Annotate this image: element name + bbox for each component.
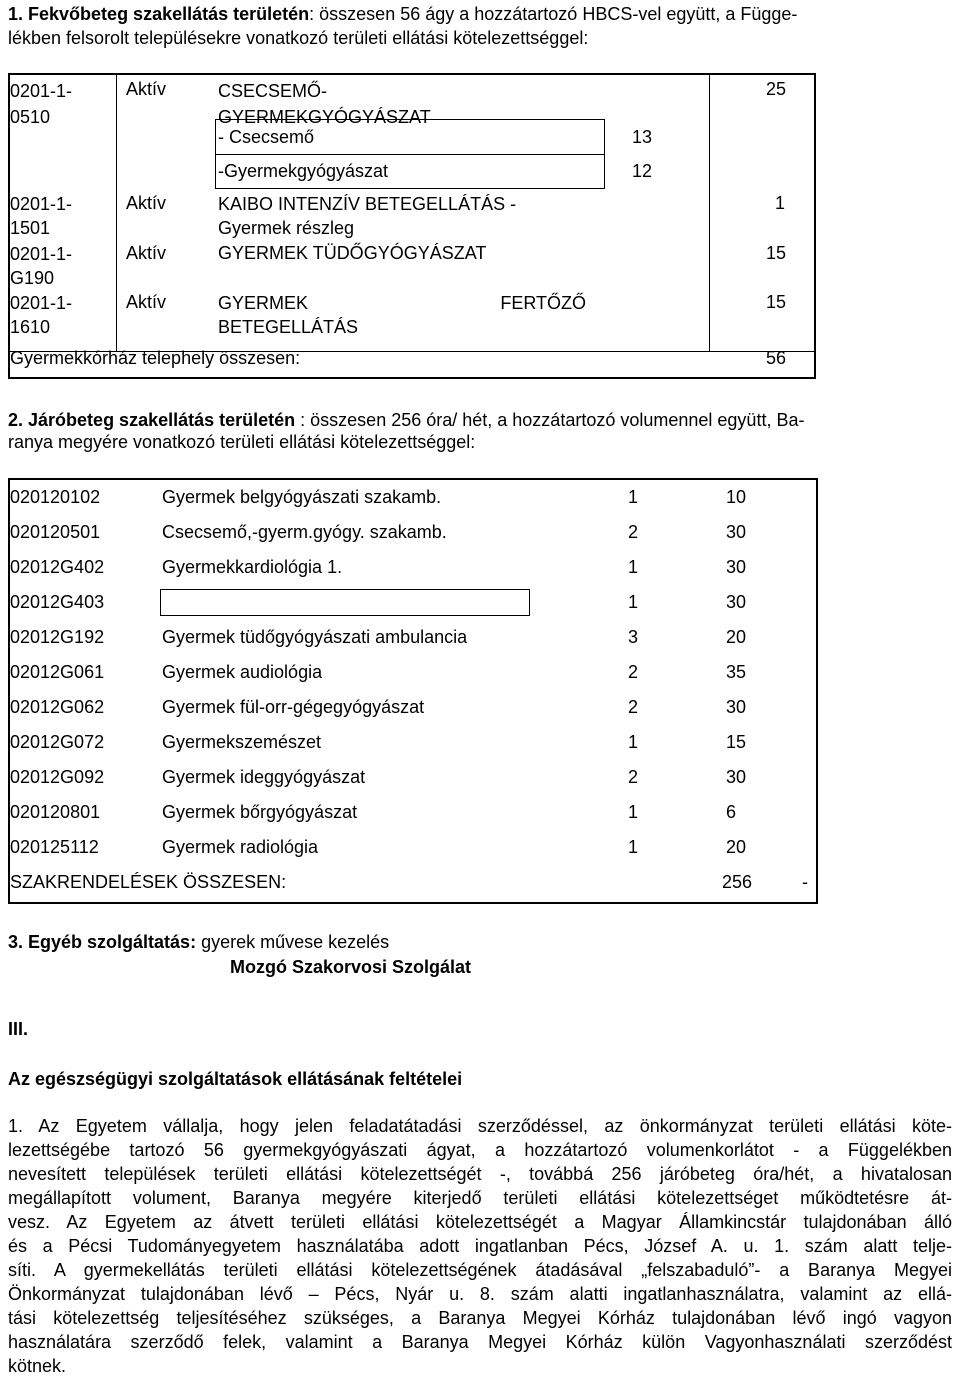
table-row bbox=[10, 585, 816, 620]
row-name: Gyermek ideggyógyászat bbox=[162, 767, 366, 787]
inpatient-total-value: 56 bbox=[766, 348, 787, 368]
ward-name bbox=[218, 78, 431, 130]
chapter-title: Az egészségügyi szolgáltatások ellátásának feltételei bbox=[8, 1069, 463, 1089]
body-paragraph bbox=[8, 1114, 952, 1378]
ward-code-line1: 0201-1- bbox=[10, 81, 73, 101]
table-row bbox=[10, 480, 816, 515]
ward-code bbox=[10, 291, 72, 339]
paragraph-line: Önkormányzat tulajdonában lévő – Pécs, Nyár u. 8. szám alatti ingatlanhasználatra, valamint az ellá- bbox=[8, 1284, 952, 1304]
table-row-total bbox=[10, 865, 816, 900]
row-name: Gyermek belgyógyászati szakamb. bbox=[162, 487, 442, 507]
paragraph-line: kötnek. bbox=[8, 1356, 67, 1376]
sub-value: 13 bbox=[632, 127, 653, 147]
ward-code bbox=[10, 242, 72, 290]
section2-text1: : összesen 256 óra/ hét, a hozzátartozó volumennel együtt, Ba- bbox=[295, 410, 805, 430]
row-hours: 15 bbox=[726, 732, 747, 752]
ward-name-line1: KAIBO INTENZÍV BETEGELLÁTÁS - bbox=[218, 194, 517, 214]
row-divider bbox=[215, 154, 605, 155]
row-name: Csecsemő,-gyerm.gyógy. szakamb. bbox=[162, 522, 447, 542]
ward-code bbox=[10, 78, 72, 130]
ward-name-line2: GYERMEKGYÓGYÁSZAT bbox=[218, 107, 431, 127]
paragraph-line: lezettségébe tartozó 56 gyermekgyógyászati ágyat, a hozzátartozó volumenkorlátot - a Függelékben bbox=[8, 1140, 952, 1160]
section2-num: 2. bbox=[8, 410, 24, 430]
outpatient-total-value: 256 bbox=[722, 872, 753, 892]
table-row bbox=[10, 830, 816, 865]
section1-line2: lékben felsorolt településekre vonatkozó területi ellátási kötelezettséggel: bbox=[8, 28, 589, 48]
row-hours: 10 bbox=[726, 487, 747, 507]
col-divider bbox=[709, 75, 710, 351]
row-code: 02012G062 bbox=[10, 697, 105, 717]
row-hours: 20 bbox=[726, 837, 747, 857]
row-hours: 30 bbox=[726, 522, 747, 542]
table-row bbox=[10, 550, 816, 585]
row-hours: 35 bbox=[726, 662, 747, 682]
row-code: 02012G092 bbox=[10, 767, 105, 787]
section3 bbox=[8, 931, 389, 953]
row-code: 02012G061 bbox=[10, 662, 105, 682]
section1-num: 1. bbox=[8, 4, 24, 24]
chapter-number: III. bbox=[8, 1019, 29, 1039]
paragraph-line: tási kötelezettség teljesítéséhez szükséges, a Baranya Megyei Kórház tulajdonában lévő ingó vagyon bbox=[8, 1308, 952, 1328]
ward-beds: 25 bbox=[766, 79, 787, 99]
section2-line2: ranya megyére vonatkozó területi ellátási kötelezettséggel: bbox=[8, 432, 476, 452]
inpatient-table bbox=[8, 73, 816, 379]
row-hours: 30 bbox=[726, 592, 747, 612]
outpatient-total-label: SZAKRENDELÉSEK ÖSSZESEN: bbox=[10, 872, 287, 892]
row-count: 2 bbox=[627, 697, 638, 717]
row-count: 1 bbox=[627, 557, 638, 577]
row-count: 1 bbox=[627, 732, 638, 752]
sub-label: -Gyermekgyógyászat bbox=[218, 161, 389, 181]
ward-name-line2: BETEGELLÁTÁS bbox=[218, 317, 359, 337]
table-row bbox=[10, 655, 816, 690]
row-code: 020120801 bbox=[10, 802, 101, 822]
row-code: 020120501 bbox=[10, 522, 101, 542]
row-code: 02012G192 bbox=[10, 627, 105, 647]
outpatient-total-dash: - bbox=[802, 872, 808, 892]
section2-line1 bbox=[8, 409, 952, 431]
row-code: 02012G072 bbox=[10, 732, 105, 752]
col-divider bbox=[116, 75, 117, 351]
ward-code-line1: 0201-1- bbox=[10, 194, 73, 214]
section3-heading: 3. Egyéb szolgáltatás: bbox=[8, 932, 197, 952]
row-count: 3 bbox=[627, 627, 638, 647]
ward-code-line2: G190 bbox=[10, 268, 55, 288]
row-count: 2 bbox=[627, 522, 638, 542]
row-name: Gyermek tüdőgyógyászati ambulancia bbox=[162, 627, 468, 647]
section1-line1 bbox=[8, 3, 952, 25]
ward-code-line2: 1610 bbox=[10, 317, 51, 337]
ward-code-line1: 0201-1- bbox=[10, 293, 73, 313]
ward-code-line2: 1501 bbox=[10, 218, 51, 238]
paragraph-line: használatára szerződő felek, valamint a Baranya Megyei Kórház külön Vagyonhasználati szerződést bbox=[8, 1332, 952, 1352]
ward-status: Aktív bbox=[126, 243, 167, 263]
row-hours: 30 bbox=[726, 697, 747, 717]
ward-name bbox=[218, 291, 586, 339]
paragraph-line: és a Pécsi Tudományegyetem használatába adott ingatlanban Pécs, József A. u. 1. szám alatt telje- bbox=[8, 1236, 952, 1256]
row-name: Gyermekkardiológia 1. bbox=[162, 557, 343, 577]
sub-value: 12 bbox=[632, 161, 653, 181]
section1-intro bbox=[8, 3, 952, 49]
section1-heading: Fekvőbeteg szakellátás területén bbox=[28, 4, 310, 24]
section2-heading: Járóbeteg szakellátás területén bbox=[28, 410, 296, 430]
ward-beds: 15 bbox=[766, 243, 787, 263]
ward-name-line2: Gyermek részleg bbox=[218, 218, 355, 238]
section3-line2: Mozgó Szakorvosi Szolgálat bbox=[230, 957, 472, 977]
table-row bbox=[10, 795, 816, 830]
table-row bbox=[10, 725, 816, 760]
ward-code-line1: 0201-1- bbox=[10, 244, 73, 264]
row-divider bbox=[215, 188, 605, 189]
ward-name-word: GYERMEK bbox=[218, 293, 309, 313]
section2-intro bbox=[8, 409, 952, 453]
paragraph-line: nevesített települések területi ellátási kötelezettségét -, továbbá 256 járóbeteg óra/hét, a hivatalosan bbox=[8, 1164, 952, 1184]
row-hours: 6 bbox=[726, 802, 737, 822]
table-row bbox=[10, 620, 816, 655]
row-hours: 30 bbox=[726, 767, 747, 787]
paragraph-line: 1. Az Egyetem vállalja, hogy jelen feladatátadási szerződéssel, az önkormányzat területi ellátási köte- bbox=[8, 1116, 952, 1136]
table-row bbox=[10, 515, 816, 550]
paragraph-line: vesz. Az Egyetem az átvett területi ellátási kötelezettségét a Magyar Államkincstár tulajdonában álló bbox=[8, 1212, 952, 1232]
ward-name bbox=[218, 192, 516, 240]
row-name: Gyermekszemészet bbox=[162, 732, 322, 752]
row-count: 1 bbox=[627, 802, 638, 822]
ward-status: Aktív bbox=[126, 193, 167, 213]
ward-beds: 15 bbox=[766, 292, 787, 312]
row-count: 2 bbox=[627, 662, 638, 682]
row-hours: 20 bbox=[726, 627, 747, 647]
inpatient-total-label: Gyermekkórház telephely összesen: bbox=[10, 348, 301, 368]
ward-name-line1: CSECSEMŐ- bbox=[218, 81, 328, 101]
ward-status: Aktív bbox=[126, 79, 167, 99]
row-name: Gyermek audiológia bbox=[162, 662, 323, 682]
row-name: Gyermek bőrgyógyászat bbox=[162, 802, 358, 822]
row-name: Gyermek fül-orr-gégegyógyászat bbox=[162, 697, 425, 717]
empty-name-cell bbox=[160, 589, 530, 616]
row-code: 020120102 bbox=[10, 487, 101, 507]
ward-code bbox=[10, 192, 72, 240]
row-count: 1 bbox=[627, 487, 638, 507]
row-count: 1 bbox=[627, 592, 638, 612]
row-name: Gyermek radiológia bbox=[162, 837, 319, 857]
section1-text1: : összesen 56 ágy a hozzátartozó HBCS-vel együtt, a Függe- bbox=[309, 4, 798, 24]
ward-beds: 1 bbox=[775, 193, 786, 213]
ward-name-word: FERTŐZŐ bbox=[500, 293, 586, 313]
row-count: 2 bbox=[627, 767, 638, 787]
row-hours: 30 bbox=[726, 557, 747, 577]
section3-text: gyerek művese kezelés bbox=[196, 932, 390, 952]
row-code: 02012G402 bbox=[10, 557, 105, 577]
row-code: 020125112 bbox=[10, 837, 99, 857]
paragraph-line: síti. A gyermekellátás területi ellátási kötelezettségének átadásával „felszabaduló”- a Baranya Megyei bbox=[8, 1260, 952, 1280]
outpatient-table bbox=[8, 478, 818, 904]
row-count: 1 bbox=[627, 837, 638, 857]
row-code: 02012G403 bbox=[10, 592, 105, 612]
table-row bbox=[10, 760, 816, 795]
ward-status: Aktív bbox=[126, 292, 167, 312]
ward-code-line2: 0510 bbox=[10, 107, 51, 127]
ward-name-line1 bbox=[218, 291, 586, 315]
paragraph-line: megállapított volument, Baranya megyére kiterjedő területi ellátási kötelezettséget működtetésre át- bbox=[8, 1188, 952, 1208]
sub-label: - Csecsemő bbox=[218, 127, 315, 147]
table-row bbox=[10, 690, 816, 725]
ward-name: GYERMEK TÜDŐGYÓGYÁSZAT bbox=[218, 243, 487, 263]
